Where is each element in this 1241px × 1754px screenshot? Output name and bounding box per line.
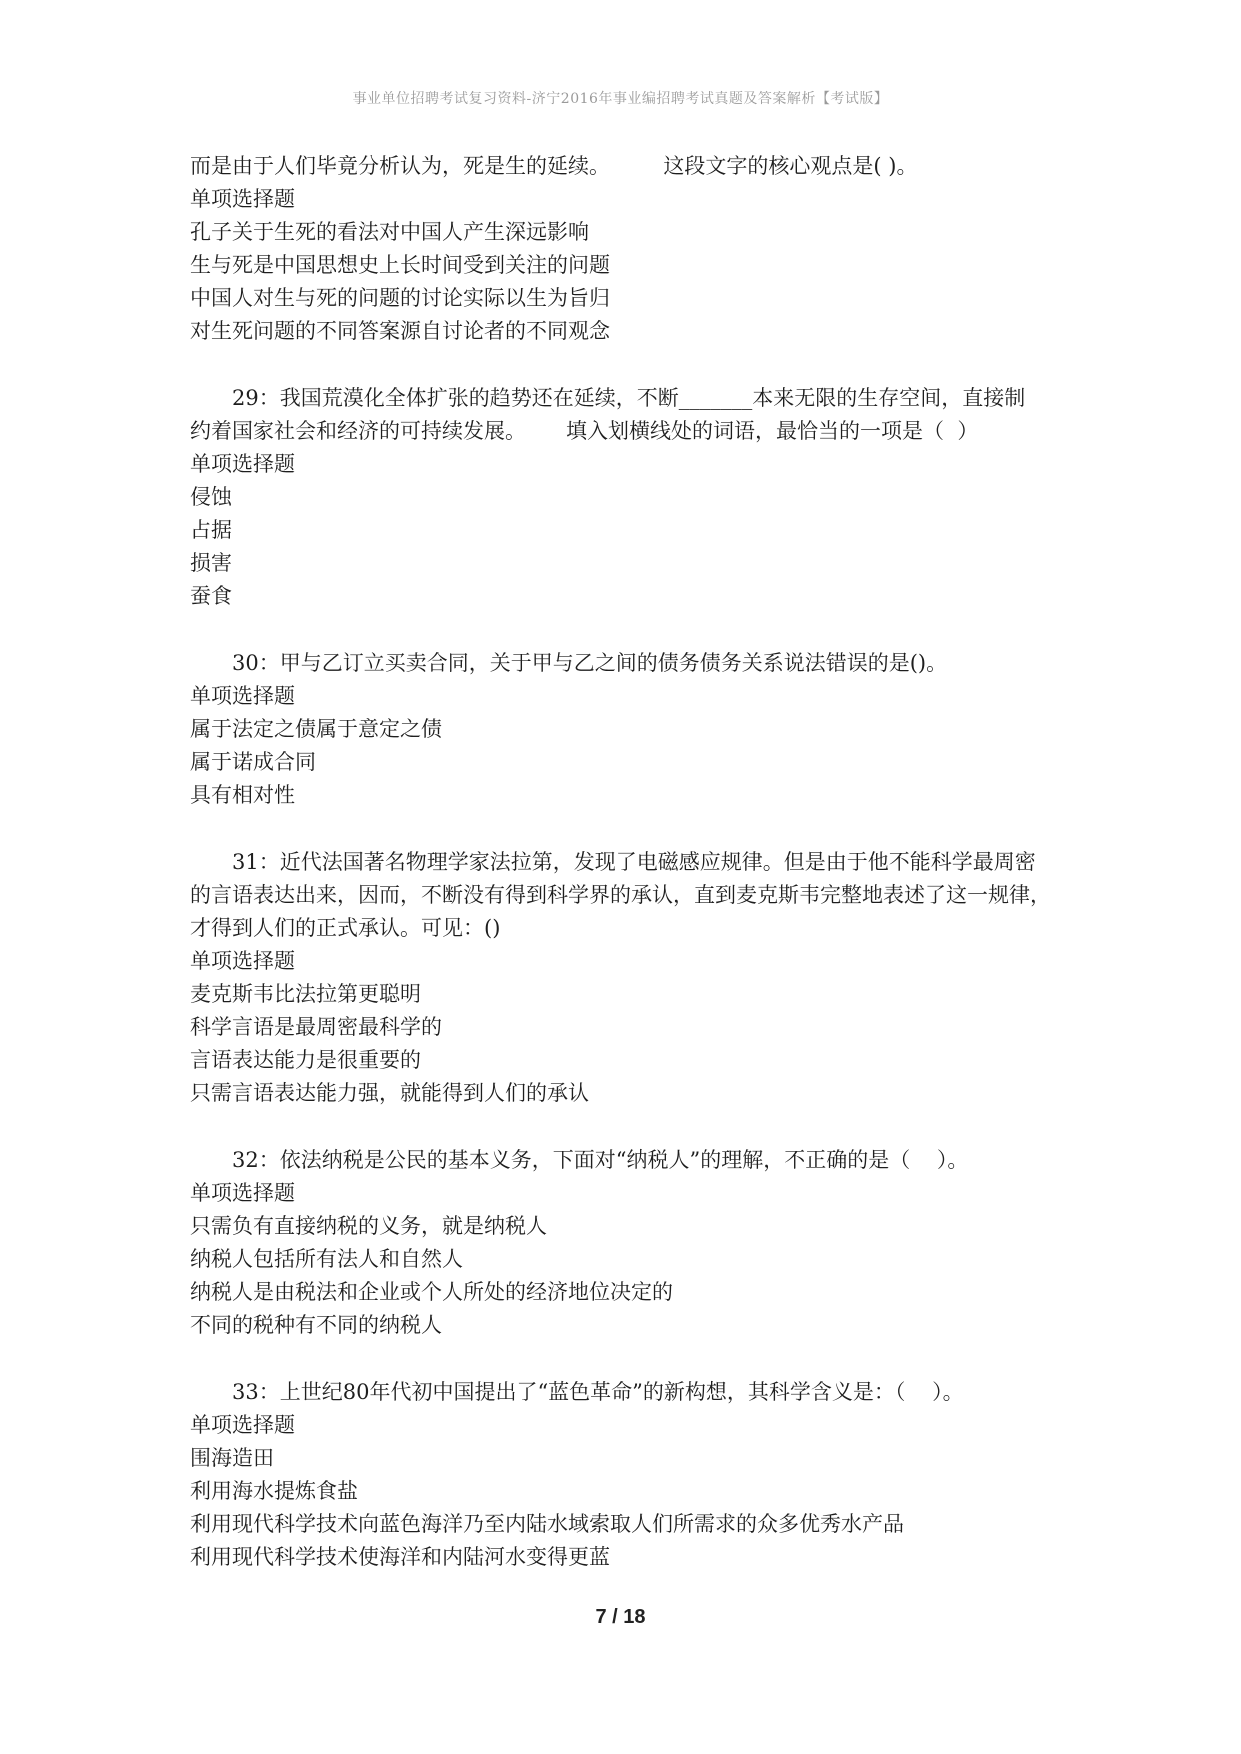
option: 利用海水提炼食盐 — [190, 1479, 358, 1503]
question-29 — [190, 382, 1070, 613]
option: 纳税人是由税法和企业或个人所处的经济地位决定的 — [190, 1280, 673, 1304]
question-text: 才得到人们的正式承认。可见：() — [190, 916, 501, 940]
option: 围海造田 — [190, 1446, 274, 1470]
question-type: 单项选择题 — [190, 684, 295, 708]
option: 麦克斯韦比法拉第更聪明 — [190, 982, 421, 1006]
question-text: 而是由于人们毕竟分析认为，死是生的延续。 这段文字的核心观点是( )。 — [190, 154, 918, 178]
option: 蚕食 — [190, 584, 232, 608]
question-30 — [190, 647, 1070, 812]
question-28 — [190, 150, 1070, 348]
option: 利用现代科学技术使海洋和内陆河水变得更蓝 — [190, 1545, 610, 1569]
question-text: 约着国家社会和经济的可持续发展。 填入划横线处的词语，最恰当的一项是（ ） — [190, 419, 979, 443]
question-33 — [190, 1376, 1070, 1574]
option: 属于法定之债属于意定之债 — [190, 717, 442, 741]
question-text: 32：依法纳税是公民的基本义务，下面对“纳税人”的理解，不正确的是（ ）。 — [232, 1148, 969, 1172]
option: 利用现代科学技术向蓝色海洋乃至内陆水域索取人们所需求的众多优秀水产品 — [190, 1512, 904, 1536]
option: 具有相对性 — [190, 783, 295, 807]
option: 属于诺成合同 — [190, 750, 316, 774]
option: 孔子关于生死的看法对中国人产生深远影响 — [190, 220, 589, 244]
option: 只需负有直接纳税的义务，就是纳税人 — [190, 1214, 547, 1238]
option: 不同的税种有不同的纳税人 — [190, 1313, 442, 1337]
option: 生与死是中国思想史上长时间受到关注的问题 — [190, 253, 610, 277]
option: 科学言语是最周密最科学的 — [190, 1015, 442, 1039]
option: 损害 — [190, 551, 232, 575]
question-type: 单项选择题 — [190, 187, 295, 211]
question-text: 33：上世纪80年代初中国提出了“蓝色革命”的新构想，其科学含义是：（ ）。 — [232, 1380, 964, 1404]
option: 中国人对生与死的问题的讨论实际以生为旨归 — [190, 286, 610, 310]
question-text: 31：近代法国著名物理学家法拉第，发现了电磁感应规律。但是由于他不能科学最周密 — [232, 850, 1036, 874]
question-type: 单项选择题 — [190, 949, 295, 973]
question-text: 30：甲与乙订立买卖合同，关于甲与乙之间的债务债务关系说法错误的是()。 — [232, 651, 948, 675]
question-32 — [190, 1144, 1070, 1342]
option: 只需言语表达能力强，就能得到人们的承认 — [190, 1081, 589, 1105]
option: 占据 — [190, 518, 232, 542]
question-type: 单项选择题 — [190, 1181, 295, 1205]
question-type: 单项选择题 — [190, 1413, 295, 1437]
question-type: 单项选择题 — [190, 452, 295, 476]
question-text: 29：我国荒漠化全体扩张的趋势还在延续，不断_______本来无限的生存空间，直接制 — [232, 386, 1026, 410]
option: 言语表达能力是很重要的 — [190, 1048, 421, 1072]
option: 侵蚀 — [190, 485, 232, 509]
page-number: 7 / 18 — [595, 1606, 646, 1628]
question-text: 的言语表达出来，因而，不断没有得到科学界的承认，直到麦克斯韦完整地表述了这一规律， — [190, 883, 1051, 907]
page-content — [190, 150, 1070, 1574]
page-header: 事业单位招聘考试复习资料-济宁2016年事业编招聘考试真题及答案解析【考试版】 — [352, 91, 889, 107]
question-31 — [190, 846, 1070, 1110]
option: 对生死问题的不同答案源自讨论者的不同观念 — [190, 319, 610, 343]
option: 纳税人包括所有法人和自然人 — [190, 1247, 463, 1271]
